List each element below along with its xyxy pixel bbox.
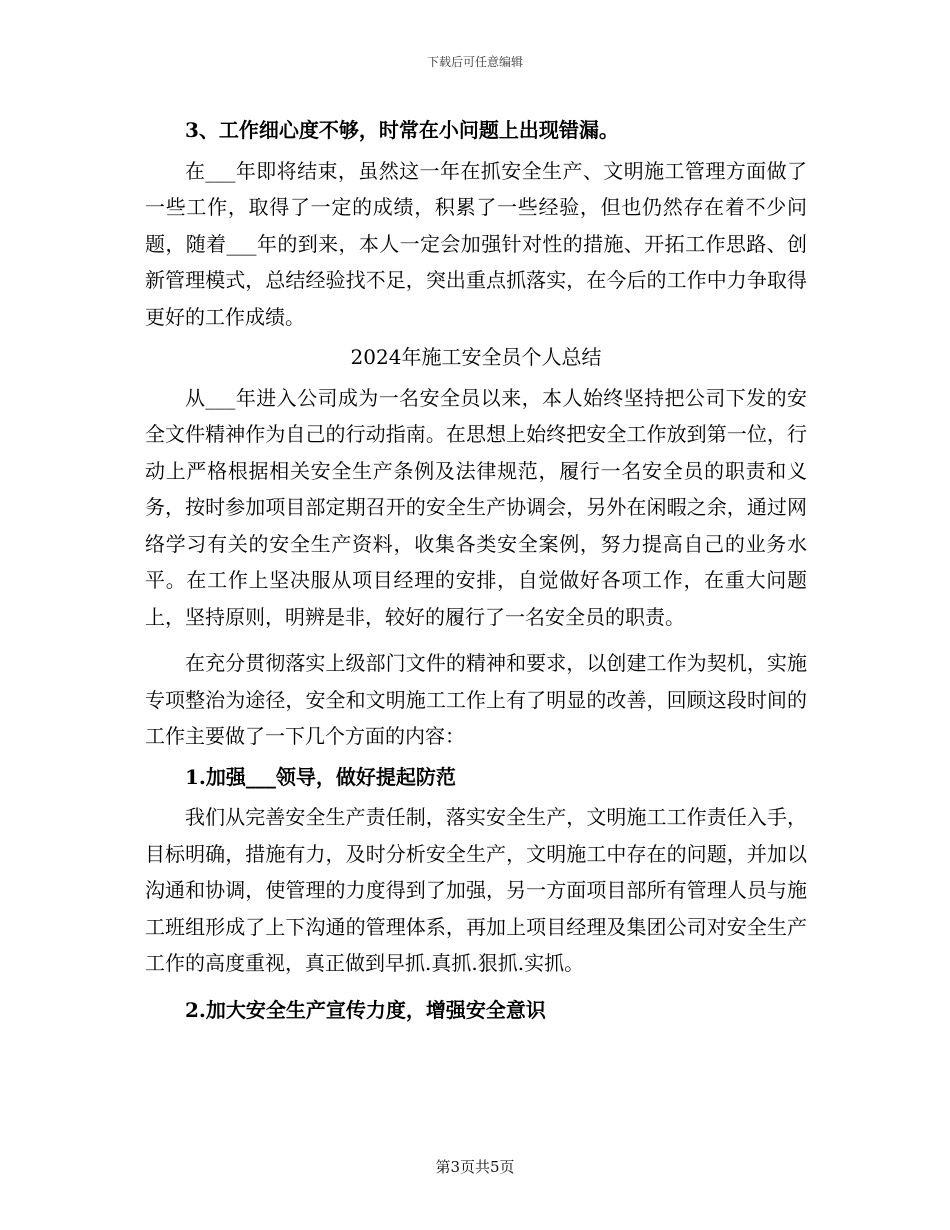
section-1-heading: 1.加强___领导，做好提起防范 [185,764,456,789]
section-1-body: 我们从完善安全生产责任制，落实安全生产，文明施工工作责任入手，目标明确，措施有力，及时分析安全生产，文明施工中存在的问题，并加以沟通和协调，使管理的力度得到了加强，另一方面项目部所有管理人员与施工班组形成了上下沟通的管理体系，再加上项目经理及集团公司对安全生产工作的高度重视，真正做到早抓.真抓.狠抓.实抓。 [145,805,807,975]
page-number: 第3页共5页 [435,1158,515,1176]
closing-paragraph: 在___年即将结束，虽然这一年在抓安全生产、文明施工管理方面做了一些工作，取得了一定的成绩，积累了一些经验，但也仍然存在着不少问题，随着___年的到来，本人一定会加强针对性的措施、开拓工作思路、创新管理模式，总结经验找不足，突出重点抓落实，在今后的工作中力争取得更好的工作成绩。 [145,158,807,329]
paragraph-2: 在充分贯彻落实上级部门文件的精神和要求，以创建工作为契机，实施专项整治为途径，安全和文明施工工作上有了明显的改善，回顾这段时间的工作主要做了一下几个方面的内容： [145,651,807,748]
paragraph-1: 从___年进入公司成为一名安全员以来，本人始终坚持把公司下发的安全文件精神作为自己的行动指南。在思想上始终把安全工作放到第一位，行动上严格根据相关安全生产条例及法律规范，履行一名安全员的职责和义务，按时参加项目部定期召开的安全生产协调会，另外在闲暇之余，通过网络学习有关的安全生产资料，收集各类安全案例，努力提高自己的业务水平。在工作上坚决服从项目经理的安排，自觉做好各项工作，在重大问题上，坚持原则，明辨是非，较好的履行了一名安全员的职责。 [145,385,807,629]
section-2-heading: 2.加大安全生产宣传力度，增强安全意识 [185,997,546,1022]
document-title: 2024年施工安全员个人总结 [350,345,602,369]
item3-heading: 3、工作细心度不够，时常在小问题上出现错漏。 [185,118,619,142]
document-body [145,112,807,1028]
header-note: 下载后可任意编辑 [426,55,523,69]
